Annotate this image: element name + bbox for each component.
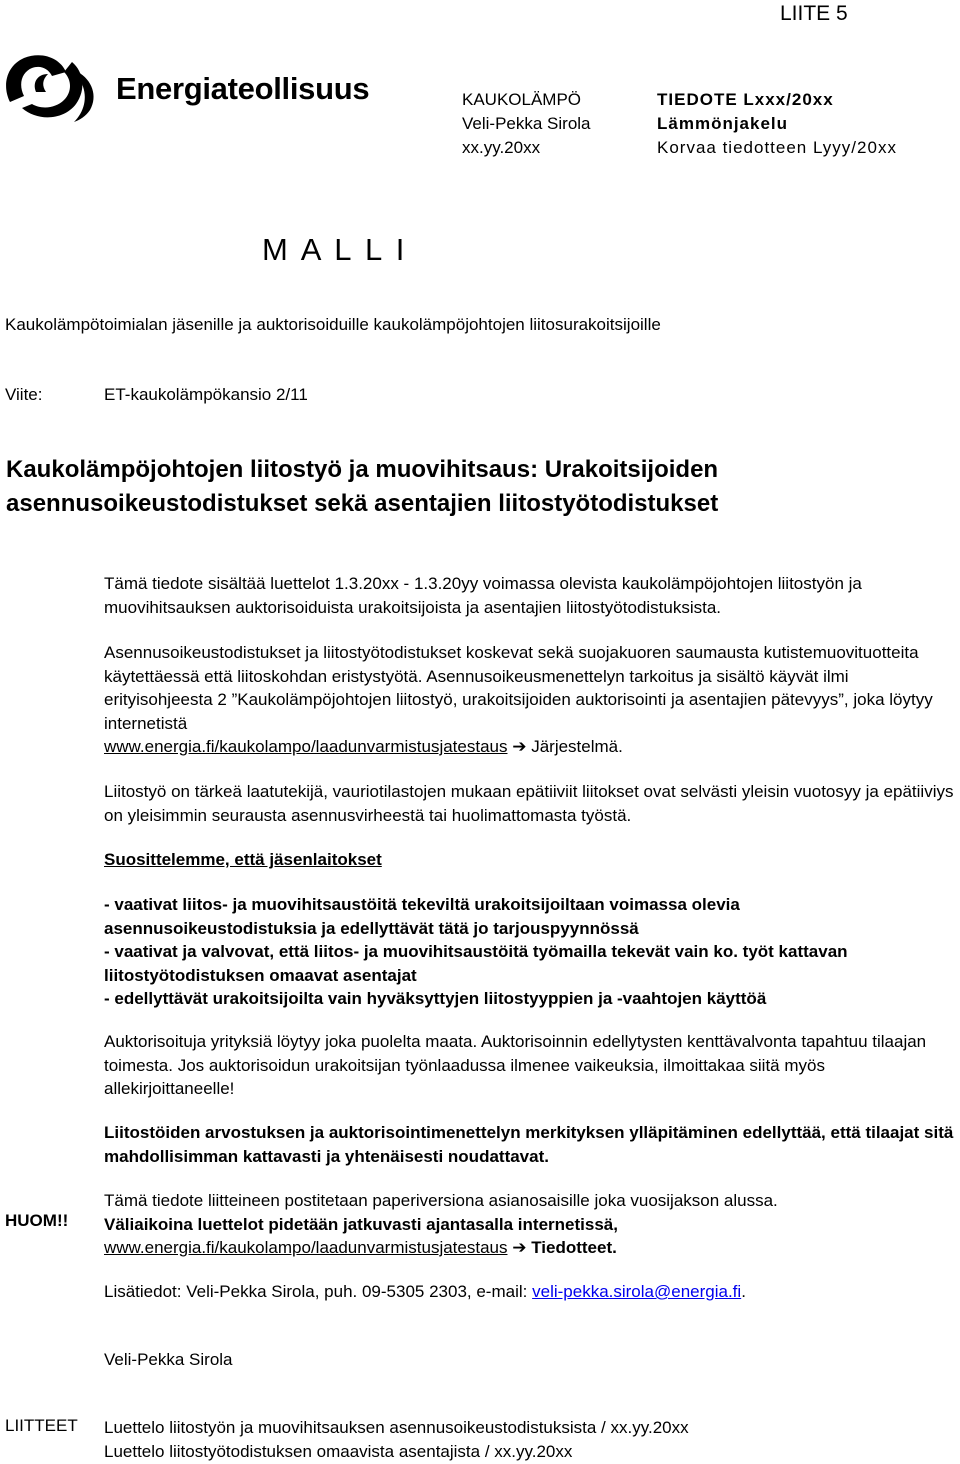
- huom-block: [104, 1189, 954, 1260]
- paragraph-certificates: [104, 641, 954, 759]
- recommend-list: [104, 893, 954, 1011]
- huom-label: HUOM!!: [5, 1211, 69, 1230]
- contact-prefix: Lisätiedot: Veli-Pekka Sirola, puh. 09-5305 2303, e-mail:: [104, 1282, 528, 1301]
- laadunvarmistus-link[interactable]: www.energia.fi/kaukolampo/laadunvarmistusjatestaus: [104, 737, 508, 756]
- author: Veli-Pekka Sirola: [462, 114, 591, 133]
- arrow-right-icon: ➔: [512, 1238, 527, 1257]
- email-link[interactable]: veli-pekka.sirola@energia.fi: [532, 1282, 742, 1301]
- link-target-label: Tiedotteet.: [531, 1238, 617, 1257]
- list-item: - vaativat liitos- ja muovihitsaustöitä tekeviltä urakoitsijoiltaan voimassa olevia asennusoikeustodistuksia ja edellyttävät tätä jo tarjouspyynnössä: [104, 895, 740, 938]
- huom-line-1: Tämä tiedote liitteineen postitetaan paperiversiona asianosaisille joka vuosijakson alussa.: [104, 1191, 778, 1210]
- brand-name: Energiateollisuus: [116, 71, 370, 106]
- paragraph-quality: Liitostyö on tärkeä laatutekijä, vauriotilastojen mukaan epätiiviit liitokset ovat selvästi yleisin vuotosyy ja epätiiviys on yleisimmin seurausta asennusvirheestä tai huolimattomasta työstä.: [104, 782, 954, 825]
- appendix-label: LIITE 5: [780, 2, 848, 25]
- audience-line: Kaukolämpötoimialan jäsenille ja auktorisoiduille kaukolämpöjohtojen liitosurakoitsijoille: [5, 315, 661, 334]
- signature: Veli-Pekka Sirola: [104, 1350, 233, 1369]
- paragraph-appreciation: Liitostöiden arvostuksen ja auktorisointimenettelyn merkityksen ylläpitäminen edellyttää, että tilaajat sitä mahdollisimman kattavasti ja yhtenäisesti noudattavat.: [104, 1123, 954, 1166]
- replaces-note: Korvaa tiedotteen Lyyy/20xx: [657, 138, 897, 157]
- list-item: - vaativat ja valvovat, että liitos- ja muovihitsaustöitä työmailla tekevät vain ko. työt kattavan liitostyötodistuksen omaavat asentajat: [104, 942, 848, 985]
- bulletin-category: Lämmönjakelu: [657, 114, 789, 133]
- header-left: [462, 88, 591, 160]
- contact-line: [104, 1280, 954, 1304]
- link-target-label: Järjestelmä.: [531, 737, 623, 756]
- paragraph-authorized: Auktorisoituja yrityksiä löytyy joka puolelta maata. Auktorisoinnin edellytysten kenttävalvonta tapahtuu tilaajan toimesta. Jos auktorisoidun urakoitsijan työnlaadussa ilmenee vaikeuksia, ilmoittakaa siitä myös allekirjoittaneelle!: [104, 1032, 927, 1098]
- paragraph-intro: Tämä tiedote sisältää luettelot 1.3.20xx - 1.3.20yy voimassa olevista kaukolämpöjohtojen liitostyön ja muovihitsauksen auktorisoiduista urakoitsijoista ja asentajien liitostyötodistuksista.: [104, 574, 862, 617]
- department: KAUKOLÄMPÖ: [462, 90, 582, 109]
- paragraph-certificates-text: Asennusoikeustodistukset ja liitostyötodistukset koskevat sekä suojakuoren saumausta kutistemuovituotteita käytettäessä että liitoskohdan eristystyötä. Asennusoikeusmenettelyn tarkoitus ja sisältö käyvät ilmi erityisohjeesta 2 ”Kaukolämpöjohtojen liitostyö, urakoitsijoiden auktorisointi ja asentajien pätevyys”, joka löytyy internetistä: [104, 643, 933, 733]
- huom-line-2: Väliaikoina luettelot pidetään jatkuvasti ajantasalla internetissä,: [104, 1214, 618, 1234]
- attachments-label: LIITTEET: [5, 1416, 78, 1435]
- attachments-list: [104, 1416, 689, 1464]
- laadunvarmistus-link-2[interactable]: www.energia.fi/kaukolampo/laadunvarmistusjatestaus: [104, 1238, 508, 1257]
- company-logo-icon: [2, 52, 106, 124]
- attachment-item: Luettelo liitostyötodistuksen omaavista asentajista / xx.yy.20xx: [104, 1442, 573, 1461]
- header-right: [657, 88, 897, 160]
- template-label: M A L L I: [262, 232, 408, 267]
- contact-suffix: .: [741, 1282, 746, 1301]
- reference-label: Viite:: [5, 385, 43, 404]
- arrow-right-icon: ➔: [512, 737, 527, 756]
- recommend-heading: Suosittelemme, että jäsenlaitokset: [104, 850, 382, 869]
- attachment-item: Luettelo liitostyön ja muovihitsauksen asennusoikeustodistuksista / xx.yy.20xx: [104, 1418, 689, 1437]
- bulletin-number: TIEDOTE Lxxx/20xx: [657, 90, 834, 109]
- list-item: - edellyttävät urakoitsijoilta vain hyväksyttyjen liitostyyppien ja -vaahtojen käyttöä: [104, 989, 767, 1008]
- date: xx.yy.20xx: [462, 138, 541, 157]
- document-title: Kaukolämpöjohtojen liitostyö ja muovihitsaus: Urakoitsijoiden asennusoikeustodistukset sekä asentajien liitostyötodistukset: [6, 456, 719, 517]
- reference-value: ET-kaukolämpökansio 2/11: [104, 385, 308, 404]
